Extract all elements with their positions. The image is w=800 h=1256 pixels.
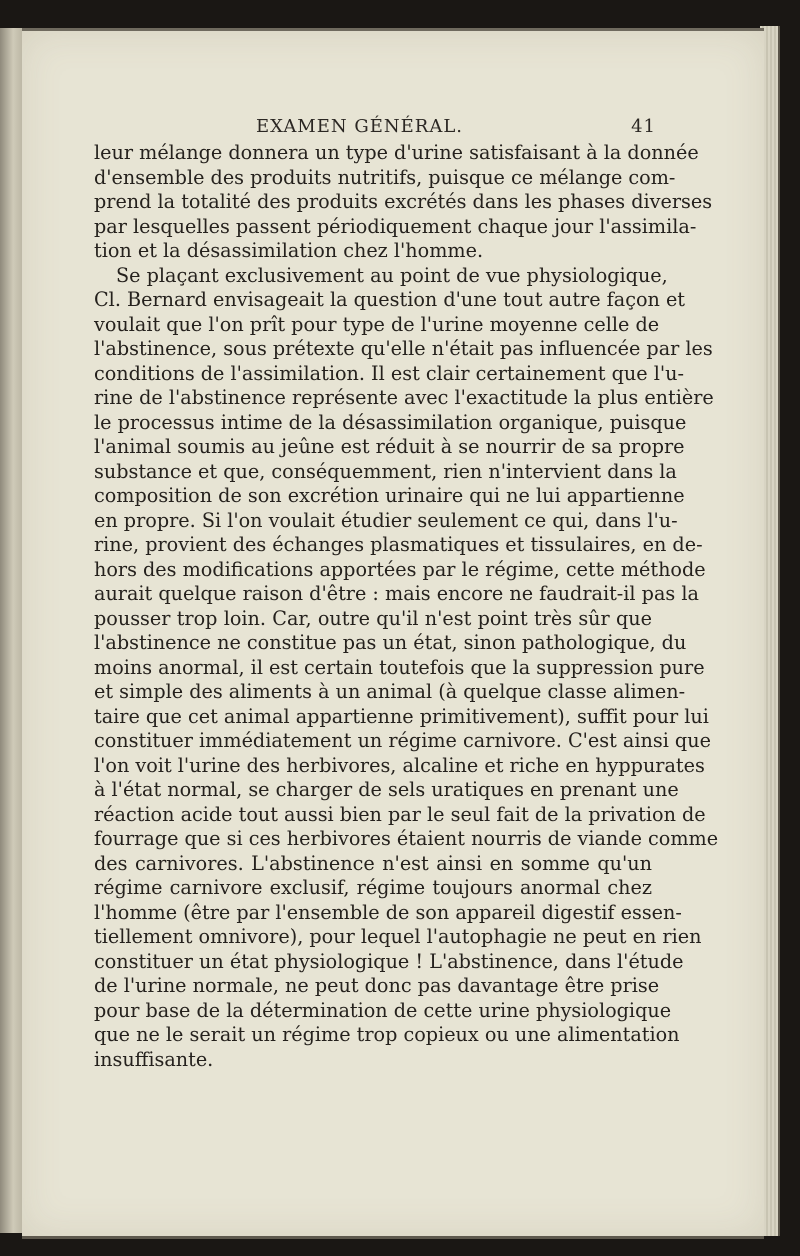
text-line: constituer immédiatement un régime carnivore. C'est ainsi que	[94, 729, 711, 752]
text-line: pousser trop loin. Car, outre qu'il n'est point très sûr que	[94, 606, 652, 630]
text-line: hors des modifications apportées par le régime, cette méthode	[94, 557, 706, 581]
text-line: conditions de l'assimilation. Il est clair certainement que l'u-	[94, 361, 684, 385]
running-header	[256, 112, 656, 140]
text-line: l'abstinence, sous prétexte qu'elle n'était pas influencée par les	[94, 337, 713, 360]
book-spine-left	[0, 28, 23, 1233]
text-line: à l'état normal, se charger de sels uratiques en prenant une	[94, 778, 679, 801]
text-line: par lesquelles passent périodiquement chaque jour l'assimila-	[94, 214, 697, 238]
text-line: constituer un état physiologique ! L'abstinence, dans l'étude	[94, 949, 684, 973]
text-line: Se plaçant exclusivement au point de vue physiologique,	[116, 263, 668, 287]
text-line: moins anormal, il est certain toutefois que la suppression pure	[94, 655, 705, 679]
text-line: pour base de la détermination de cette urine physiologique	[94, 998, 672, 1022]
text-line: insuffisante.	[94, 1047, 214, 1071]
text-line: que ne le serait un régime trop copieux ou une alimentation	[94, 1023, 680, 1046]
text-line: l'abstinence ne constitue pas un état, sinon pathologique, du	[94, 631, 687, 654]
text-line: taire que cet animal appartienne primitivement), suffit pour lui	[94, 704, 709, 728]
text-line: Cl. Bernard envisageait la question d'une tout autre façon et	[94, 288, 686, 311]
text-line: en propre. Si l'on voulait étudier seulement ce qui, dans l'u-	[94, 508, 678, 532]
text-line: et simple des aliments à un animal (à quelque classe alimen-	[94, 680, 686, 703]
text-line: tiellement omnivore), pour lequel l'autophagie ne peut en rien	[94, 925, 702, 948]
text-line: aurait quelque raison d'être : mais encore ne faudrait-il pas la	[94, 582, 699, 605]
text-line: rine de l'abstinence représente avec l'exactitude la plus entière	[94, 386, 714, 409]
text-line: composition de son excrétion urinaire qui ne lui appartienne	[94, 484, 685, 507]
text-line: l'animal soumis au jeûne est réduit à se nourrir de sa propre	[94, 435, 685, 458]
text-line: substance et que, conséquemment, rien n'intervient dans la	[94, 459, 677, 483]
text-line: fourrage que si ces herbivores étaient nourris de viande comme	[94, 827, 719, 850]
text-line: prend la totalité des produits excrétés dans les phases diverses	[94, 190, 713, 213]
text-line: des carnivores. L'abstinence n'est ainsi en somme qu'un	[94, 851, 652, 875]
text-line: rine, provient des échanges plasmatiques et tissulaires, en de-	[94, 533, 703, 556]
text-line: régime carnivore exclusif, régime toujours anormal chez	[94, 876, 652, 899]
text-line: de l'urine normale, ne peut donc pas davantage être prise	[94, 974, 660, 997]
text-line: réaction acide tout aussi bien par le seul fait de la privation de	[94, 802, 706, 826]
page-number: 41	[631, 115, 656, 137]
text-line: l'on voit l'urine des herbivores, alcaline et riche en hyppurates	[94, 753, 705, 777]
text-line: d'ensemble des produits nutritifs, puisque ce mélange com-	[94, 165, 676, 189]
text-line: voulait que l'on prît pour type de l'urine moyenne celle de	[94, 312, 660, 336]
text-line: leur mélange donnera un type d'urine satisfaisant à la donnée	[94, 141, 699, 164]
body-text	[94, 141, 719, 1072]
text-line: le processus intime de la désassimilation organique, puisque	[94, 410, 687, 434]
text-line: tion et la désassimilation chez l'homme.	[94, 239, 484, 262]
text-line: l'homme (être par l'ensemble de son appareil digestif essen-	[94, 900, 682, 924]
running-header-title: EXAMEN GÉNÉRAL.	[256, 115, 463, 137]
